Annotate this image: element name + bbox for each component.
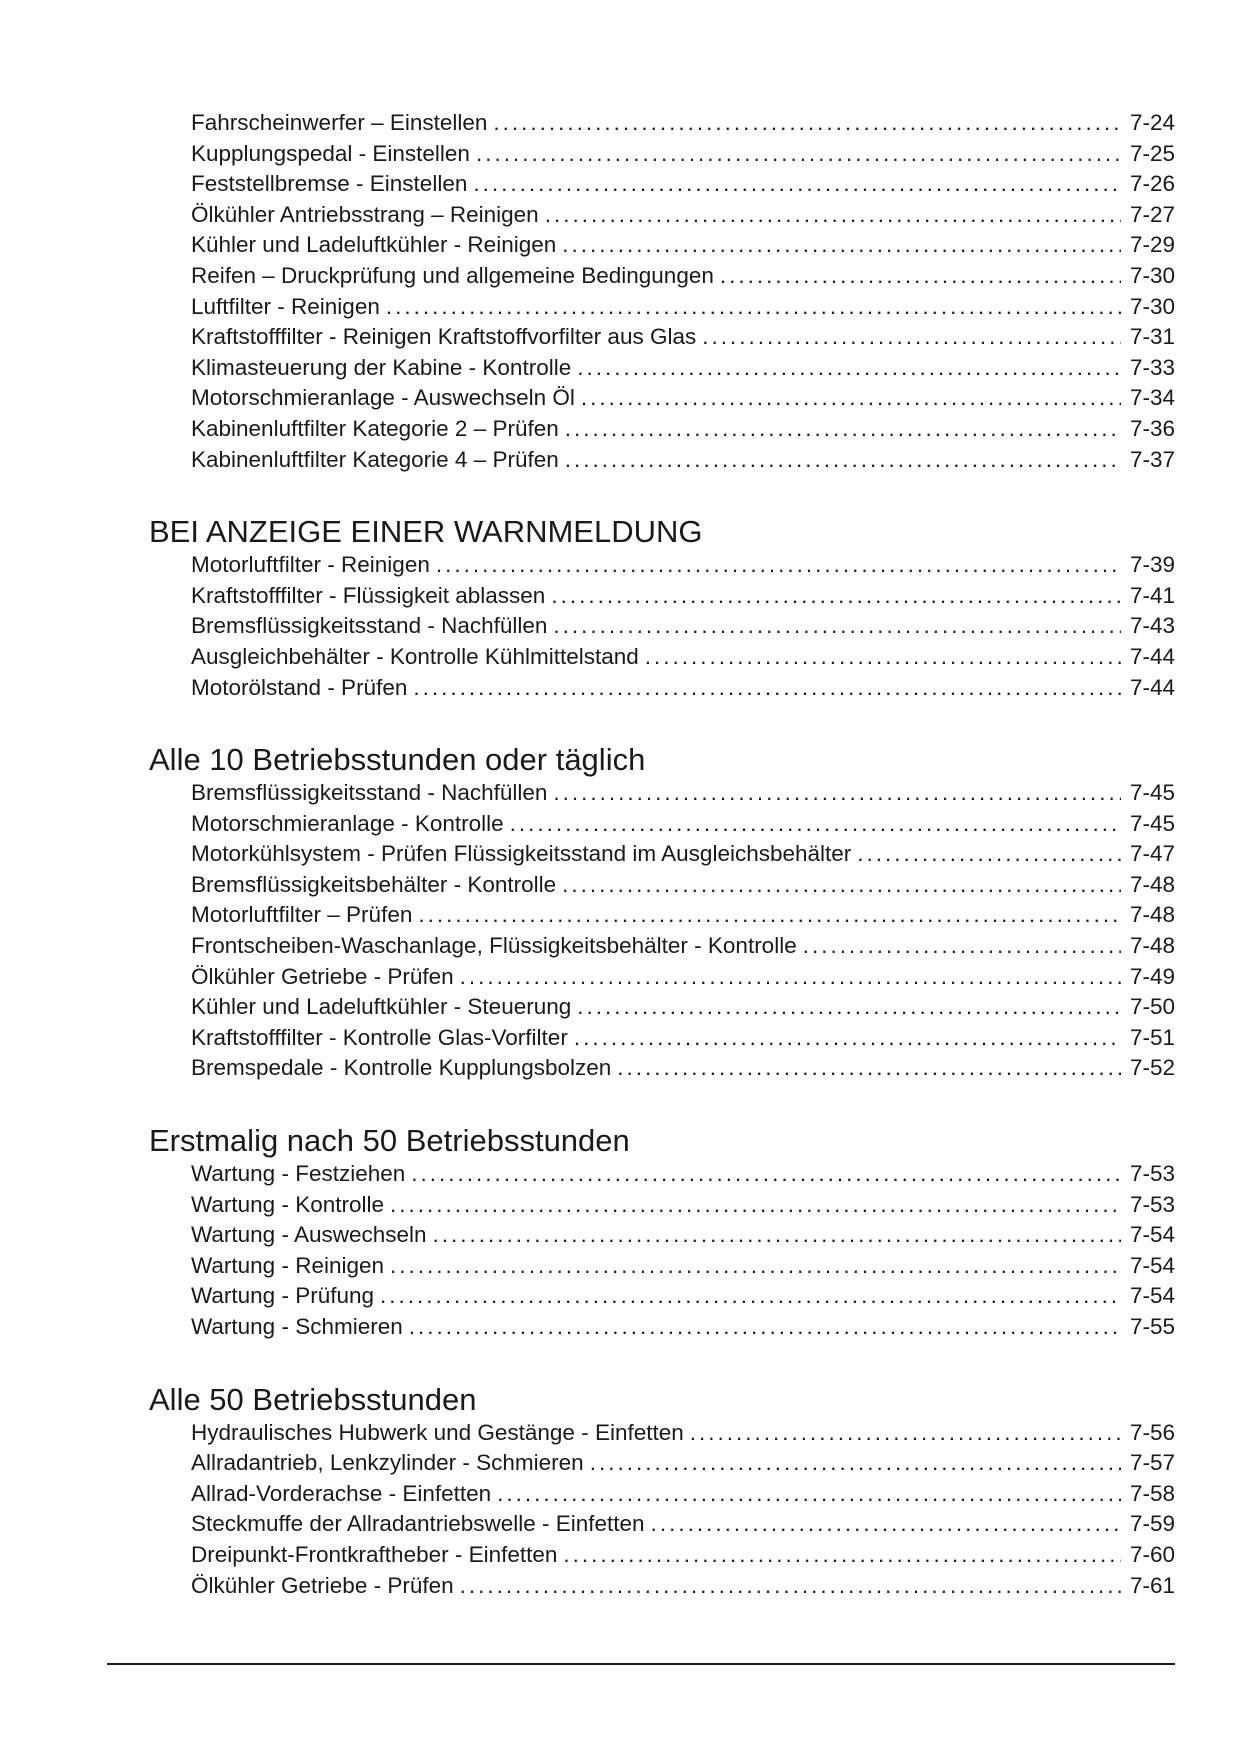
toc-entry-page-number: 7-44 — [1129, 643, 1175, 669]
toc-entry-title: Kupplungspedal - Einstellen — [191, 140, 470, 166]
toc-entry-title: Kraftstofffilter - Flüssigkeit ablassen — [191, 582, 546, 608]
dot-leader — [562, 870, 1121, 901]
toc-entry-title: Bremsflüssigkeitsstand - Nachfüllen — [191, 780, 548, 806]
toc-entry[interactable] — [191, 550, 1175, 581]
toc-entry-page-number: 7-30 — [1129, 262, 1175, 288]
dot-leader — [857, 839, 1121, 870]
toc-entry-title: Kraftstofffilter - Kontrolle Glas-Vorfilter — [191, 1024, 568, 1050]
section-heading: BEI ANZEIGE EINER WARNMELDUNG — [149, 514, 703, 550]
toc-entry-page-number: 7-51 — [1129, 1024, 1175, 1050]
toc-entry-page-number: 7-60 — [1129, 1541, 1175, 1567]
toc-entry-title: Wartung - Schmieren — [191, 1314, 403, 1339]
toc-entry-page-number: 7-26 — [1129, 171, 1175, 197]
toc-entry-title: Bremsflüssigkeitsbehälter - Kontrolle — [191, 871, 557, 897]
toc-entry-page-number: 7-24 — [1129, 110, 1175, 135]
toc-entry-title: Allradantrieb, Lenkzylinder - Schmieren — [191, 1450, 584, 1476]
section-heading: Alle 50 Betriebsstunden — [149, 1381, 477, 1417]
toc-entry[interactable] — [191, 839, 1175, 870]
toc-entry-title: Allrad-Vorderachse - Einfetten — [191, 1480, 492, 1506]
section-heading: Erstmalig nach 50 Betriebsstunden — [149, 1123, 630, 1159]
dot-leader — [690, 1418, 1121, 1449]
toc-entry-title: Wartung - Prüfung — [191, 1283, 374, 1309]
toc-entry-title: Reifen – Druckprüfung und allgemeine Bedingungen — [191, 262, 714, 288]
toc-entry-title: Motorkühlsystem - Prüfen Flüssigkeitsstand im Ausgleichsbehälter — [191, 841, 852, 867]
toc-entry-title: Klimasteuerung der Kabine - Kontrolle — [191, 354, 572, 380]
toc-entry-title: Fahrscheinwerfer – Einstellen — [191, 110, 488, 135]
dot-leader — [411, 1159, 1121, 1190]
toc-entry[interactable] — [191, 581, 1175, 612]
dot-leader — [390, 1251, 1121, 1282]
toc-entry-title: Wartung - Reinigen — [191, 1252, 385, 1278]
dot-leader — [436, 550, 1121, 581]
dot-leader — [574, 1023, 1121, 1054]
toc-entry[interactable] — [191, 200, 1175, 231]
dot-leader — [545, 200, 1121, 231]
toc-entry[interactable] — [191, 870, 1175, 901]
toc-entry-title: Bremsflüssigkeitsstand - Nachfüllen — [191, 613, 548, 639]
toc-entry-page-number: 7-61 — [1129, 1572, 1175, 1598]
toc-entry[interactable] — [191, 139, 1175, 170]
toc-entry-page-number: 7-34 — [1129, 385, 1175, 411]
toc-entry-page-number: 7-54 — [1129, 1283, 1175, 1309]
toc-entry[interactable] — [191, 1220, 1175, 1251]
dot-leader — [409, 1312, 1121, 1343]
toc-entry-page-number: 7-50 — [1129, 994, 1175, 1020]
dot-leader — [720, 261, 1121, 292]
toc-entry-page-number: 7-55 — [1129, 1314, 1175, 1339]
table-of-contents — [149, 108, 1175, 1640]
dot-leader — [493, 108, 1121, 139]
toc-entry[interactable] — [191, 1479, 1175, 1510]
toc-entry-title: Motorluftfilter - Reinigen — [191, 552, 430, 578]
toc-entry-title: Ausgleichbehälter - Kontrolle Kühlmittelstand — [191, 643, 639, 669]
toc-entry-page-number: 7-43 — [1129, 613, 1175, 639]
dot-leader — [645, 642, 1121, 673]
dot-leader — [563, 1540, 1121, 1571]
toc-entry[interactable] — [191, 445, 1175, 476]
toc-entry-page-number: 7-54 — [1129, 1252, 1175, 1278]
toc-entry[interactable] — [191, 1509, 1175, 1540]
dot-leader — [476, 139, 1121, 170]
toc-entry[interactable] — [191, 642, 1175, 673]
dot-leader — [590, 1448, 1121, 1479]
toc-entry-title: Motorölstand - Prüfen — [191, 674, 408, 700]
toc-entry-page-number: 7-48 — [1129, 871, 1175, 897]
toc-entry-title: Wartung - Auswechseln — [191, 1222, 427, 1248]
dot-leader — [565, 414, 1121, 445]
toc-entry-page-number: 7-52 — [1129, 1055, 1175, 1081]
dot-leader — [553, 611, 1121, 642]
toc-entry-title: Ölkühler Getriebe - Prüfen — [191, 1572, 454, 1598]
dot-leader — [553, 778, 1121, 809]
dot-leader — [581, 383, 1121, 414]
toc-entry[interactable] — [191, 992, 1175, 1023]
toc-entry[interactable] — [191, 1023, 1175, 1054]
toc-entry-page-number: 7-59 — [1129, 1511, 1175, 1537]
toc-entry-title: Luftfilter - Reinigen — [191, 293, 380, 319]
dot-leader — [390, 1190, 1121, 1221]
toc-entry-page-number: 7-56 — [1129, 1419, 1175, 1445]
toc-entry-title: Kühler und Ladeluftkühler - Steuerung — [191, 994, 572, 1020]
toc-section — [149, 1123, 1175, 1343]
toc-entry-page-number: 7-48 — [1129, 902, 1175, 928]
toc-entry-title: Steckmuffe der Allradantriebswelle - Einfetten — [191, 1511, 645, 1537]
dot-leader — [433, 1220, 1121, 1251]
toc-entry-title: Motorschmieranlage - Kontrolle — [191, 810, 504, 836]
toc-entry[interactable] — [191, 1312, 1175, 1343]
toc-entry-page-number: 7-53 — [1129, 1161, 1175, 1187]
dot-leader — [562, 230, 1121, 261]
toc-entry-page-number: 7-47 — [1129, 841, 1175, 867]
toc-entry[interactable] — [191, 1571, 1175, 1602]
toc-entry[interactable] — [191, 1251, 1175, 1282]
toc-entry[interactable] — [191, 292, 1175, 323]
toc-entry-title: Kabinenluftfilter Kategorie 4 – Prüfen — [191, 446, 559, 472]
dot-leader — [577, 992, 1121, 1023]
toc-entry[interactable] — [191, 353, 1175, 384]
toc-entry[interactable] — [191, 931, 1175, 962]
toc-entry-title: Hydraulisches Hubwerk und Gestänge - Einfetten — [191, 1419, 684, 1445]
toc-entry-page-number: 7-48 — [1129, 933, 1175, 959]
toc-entry[interactable] — [191, 1159, 1175, 1190]
toc-entry-page-number: 7-49 — [1129, 963, 1175, 989]
toc-entry-page-number: 7-39 — [1129, 552, 1175, 578]
toc-entry[interactable] — [191, 108, 1175, 139]
toc-entry[interactable] — [191, 230, 1175, 261]
section-heading: Alle 10 Betriebsstunden oder täglich — [149, 742, 646, 778]
toc-entry-title: Wartung - Kontrolle — [191, 1191, 384, 1217]
toc-entry-page-number: 7-57 — [1129, 1450, 1175, 1476]
toc-entry[interactable] — [191, 1281, 1175, 1312]
toc-entry-page-number: 7-45 — [1129, 780, 1175, 806]
toc-section — [149, 1382, 1175, 1602]
toc-entry[interactable] — [191, 962, 1175, 993]
toc-entry[interactable] — [191, 383, 1175, 414]
toc-entry-title: Bremspedale - Kontrolle Kupplungsbolzen — [191, 1055, 612, 1081]
dot-leader — [577, 353, 1121, 384]
toc-entry[interactable] — [191, 1190, 1175, 1221]
dot-leader — [617, 1053, 1121, 1084]
toc-entry-title: Dreipunkt-Frontkraftheber - Einfetten — [191, 1541, 558, 1567]
dot-leader — [473, 169, 1121, 200]
dot-leader — [803, 931, 1121, 962]
toc-entry-title: Ölkühler Getriebe - Prüfen — [191, 963, 454, 989]
toc-entry-page-number: 7-54 — [1129, 1222, 1175, 1248]
toc-entry-page-number: 7-45 — [1129, 810, 1175, 836]
toc-entry[interactable] — [191, 1448, 1175, 1479]
dot-leader — [551, 581, 1121, 612]
dot-leader — [565, 445, 1121, 476]
dot-leader — [413, 673, 1121, 704]
toc-entry[interactable] — [191, 900, 1175, 931]
toc-entry[interactable] — [191, 673, 1175, 704]
toc-entry-page-number: 7-37 — [1129, 446, 1175, 472]
toc-entry-title: Ölkühler Antriebsstrang – Reinigen — [191, 201, 539, 227]
dot-leader — [460, 962, 1121, 993]
toc-entry[interactable] — [191, 1418, 1175, 1449]
toc-entry-page-number: 7-36 — [1129, 415, 1175, 441]
dot-leader — [651, 1509, 1121, 1540]
toc-entry-page-number: 7-58 — [1129, 1480, 1175, 1506]
toc-entry-page-number: 7-30 — [1129, 293, 1175, 319]
dot-leader — [418, 900, 1121, 931]
toc-entry-page-number: 7-29 — [1129, 232, 1175, 258]
toc-entry-title: Feststellbremse - Einstellen — [191, 171, 468, 197]
dot-leader — [386, 292, 1121, 323]
toc-entry-page-number: 7-41 — [1129, 582, 1175, 608]
toc-entry[interactable] — [191, 322, 1175, 353]
dot-leader — [510, 809, 1121, 840]
toc-entry[interactable] — [191, 169, 1175, 200]
toc-section — [149, 742, 1175, 1084]
toc-entry-title: Kabinenluftfilter Kategorie 2 – Prüfen — [191, 415, 559, 441]
dot-leader — [702, 322, 1121, 353]
toc-entry[interactable] — [191, 414, 1175, 445]
toc-entry-page-number: 7-27 — [1129, 201, 1175, 227]
toc-section — [149, 514, 1175, 703]
toc-entry[interactable] — [191, 809, 1175, 840]
toc-entry-page-number: 7-33 — [1129, 354, 1175, 380]
dot-leader — [380, 1281, 1121, 1312]
toc-entry[interactable] — [191, 611, 1175, 642]
toc-entry[interactable] — [191, 261, 1175, 292]
toc-entry-page-number: 7-53 — [1129, 1191, 1175, 1217]
toc-entry-title: Kraftstofffilter - Reinigen Kraftstoffvorfilter aus Glas — [191, 324, 697, 350]
toc-entry[interactable] — [191, 1053, 1175, 1084]
toc-section — [149, 108, 1175, 475]
toc-entry-page-number: 7-25 — [1129, 140, 1175, 166]
toc-entry-page-number: 7-31 — [1129, 324, 1175, 350]
toc-entry[interactable] — [191, 778, 1175, 809]
dot-leader — [497, 1479, 1121, 1510]
toc-entry[interactable] — [191, 1540, 1175, 1571]
toc-entry-page-number: 7-44 — [1129, 674, 1175, 700]
toc-entry-title: Wartung - Festziehen — [191, 1161, 406, 1187]
toc-entry-title: Motorluftfilter – Prüfen — [191, 902, 413, 928]
toc-entry-title: Frontscheiben-Waschanlage, Flüssigkeitsbehälter - Kontrolle — [191, 933, 797, 959]
toc-entry-title: Kühler und Ladeluftkühler - Reinigen — [191, 232, 557, 258]
footer-divider — [107, 1663, 1175, 1665]
dot-leader — [460, 1571, 1121, 1602]
toc-entry-title: Motorschmieranlage - Auswechseln Öl — [191, 385, 575, 411]
